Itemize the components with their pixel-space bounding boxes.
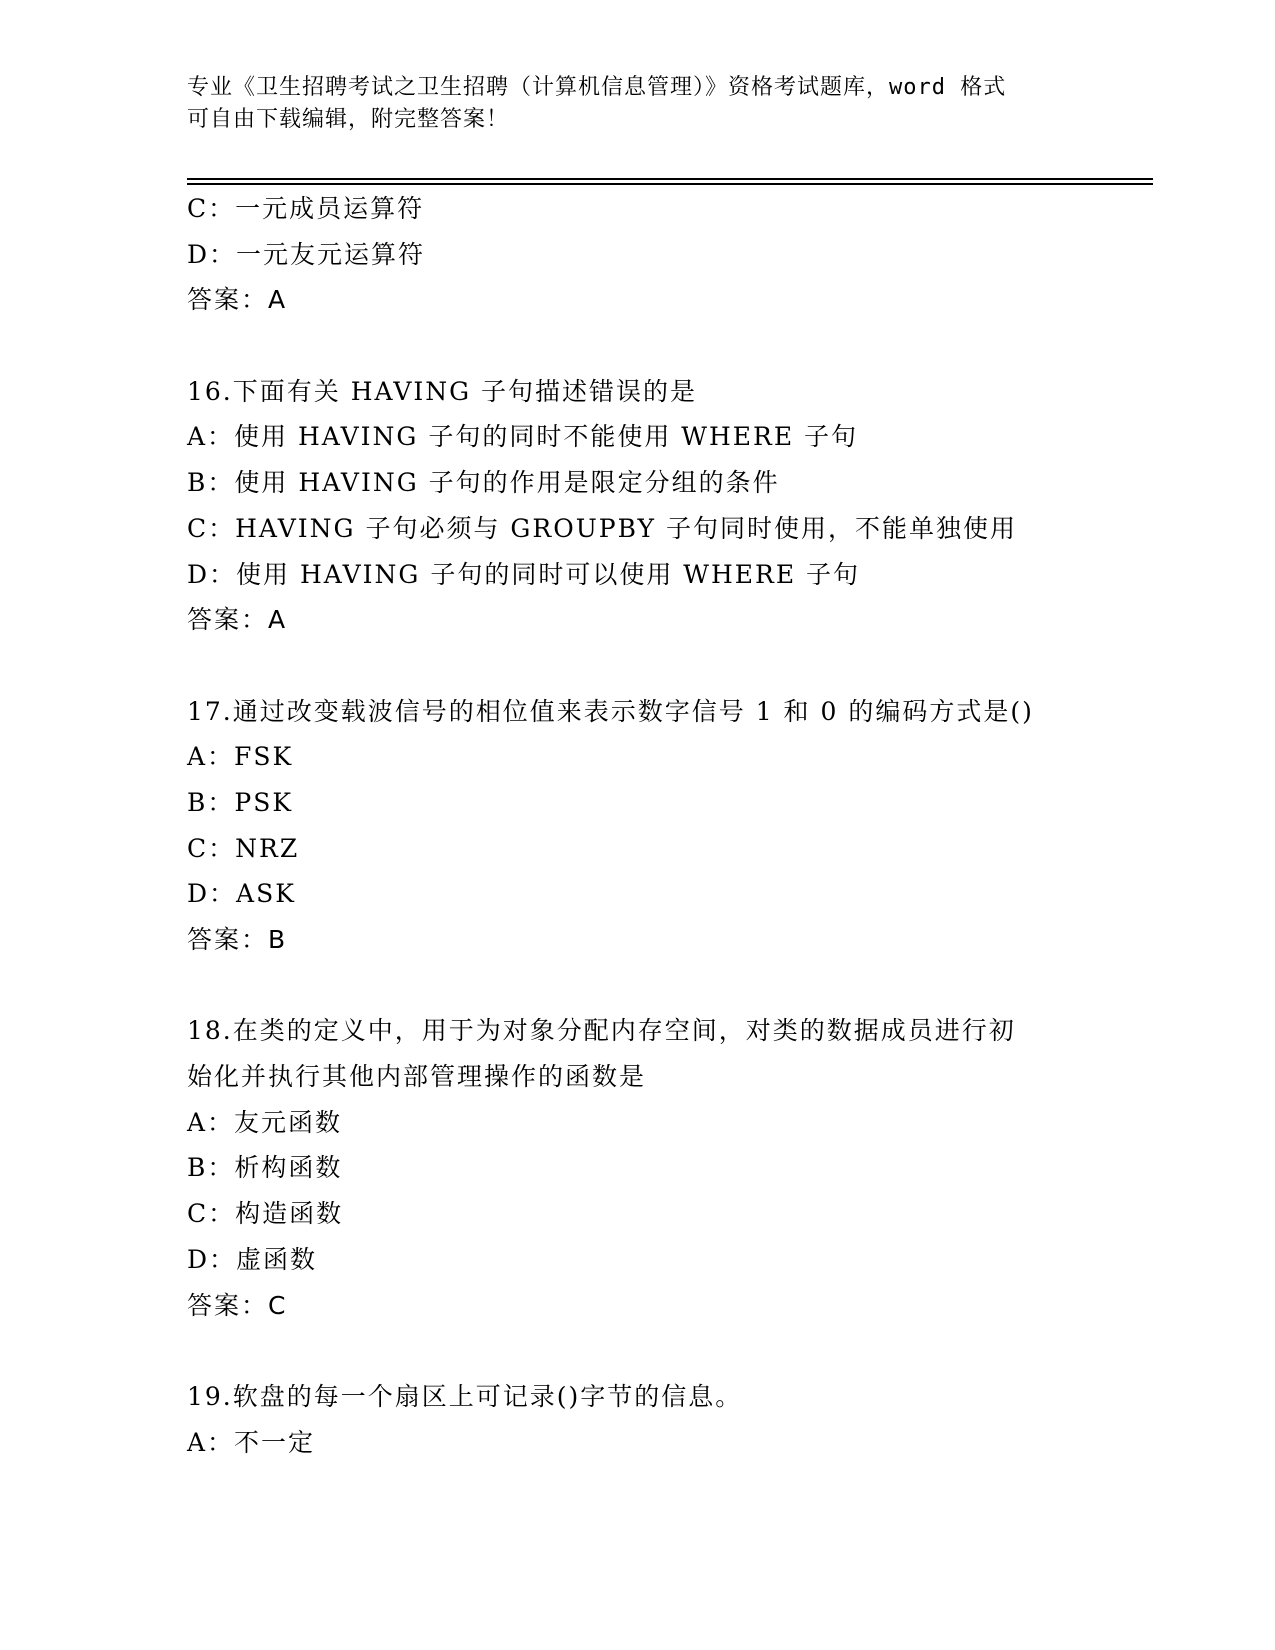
option-c: C：HAVING 子句必须与 GROUPBY 子句同时使用，不能单独使用 (187, 513, 1017, 543)
header-divider-bottom (187, 183, 1153, 185)
option-d: D：ASK (187, 879, 296, 909)
document-header (187, 72, 1087, 136)
option-a: A：使用 HAVING 子句的同时不能使用 WHERE 子句 (187, 422, 859, 452)
option-c: C：NRZ (187, 833, 300, 863)
option-b: B：使用 HAVING 子句的作用是限定分组的条件 (187, 468, 780, 498)
header-divider-top (187, 178, 1153, 180)
option-d: D：使用 HAVING 子句的同时可以使用 WHERE 子句 (187, 559, 861, 589)
question-continued (187, 186, 1127, 323)
question-title: 19.软盘的每一个扇区上可记录()字节的信息。 (187, 1381, 743, 1411)
question-list (187, 186, 1127, 1465)
option-a: A：友元函数 (187, 1107, 343, 1137)
question-title: 17.通过改变载波信号的相位值来表示数字信号 1 和 0 的编码方式是() (187, 696, 1034, 726)
option-b: B：析构函数 (187, 1153, 343, 1183)
header-line-2: 可自由下载编辑，附完整答案！ (187, 107, 510, 132)
option-c: C：构造函数 (187, 1199, 344, 1229)
answer: 答案：A (187, 285, 288, 315)
question-19 (187, 1374, 1127, 1465)
question-18 (187, 1008, 1127, 1328)
option-d: D：一元友元运算符 (187, 239, 426, 269)
option-c: C：一元成员运算符 (187, 194, 425, 223)
answer: 答案：A (187, 605, 288, 635)
option-a: A：FSK (187, 742, 294, 772)
header-line-1: 专业《卫生招聘考试之卫生招聘（计算机信息管理）》资格考试题库，word 格式 (187, 75, 1007, 100)
question-title: 16.下面有关 HAVING 子句描述错误的是 (187, 376, 698, 406)
option-a: A：不一定 (187, 1427, 316, 1457)
option-b: B：PSK (187, 787, 293, 817)
answer: 答案：B (187, 925, 288, 954)
question-16 (187, 369, 1127, 643)
option-d: D：虚函数 (187, 1244, 318, 1274)
question-title-line-1: 18.在类的定义中，用于为对象分配内存空间，对类的数据成员进行初 (187, 1016, 1016, 1046)
answer: 答案：C (187, 1290, 288, 1320)
question-17 (187, 689, 1127, 963)
question-title-line-2: 始化并执行其他内部管理操作的函数是 (187, 1062, 647, 1092)
